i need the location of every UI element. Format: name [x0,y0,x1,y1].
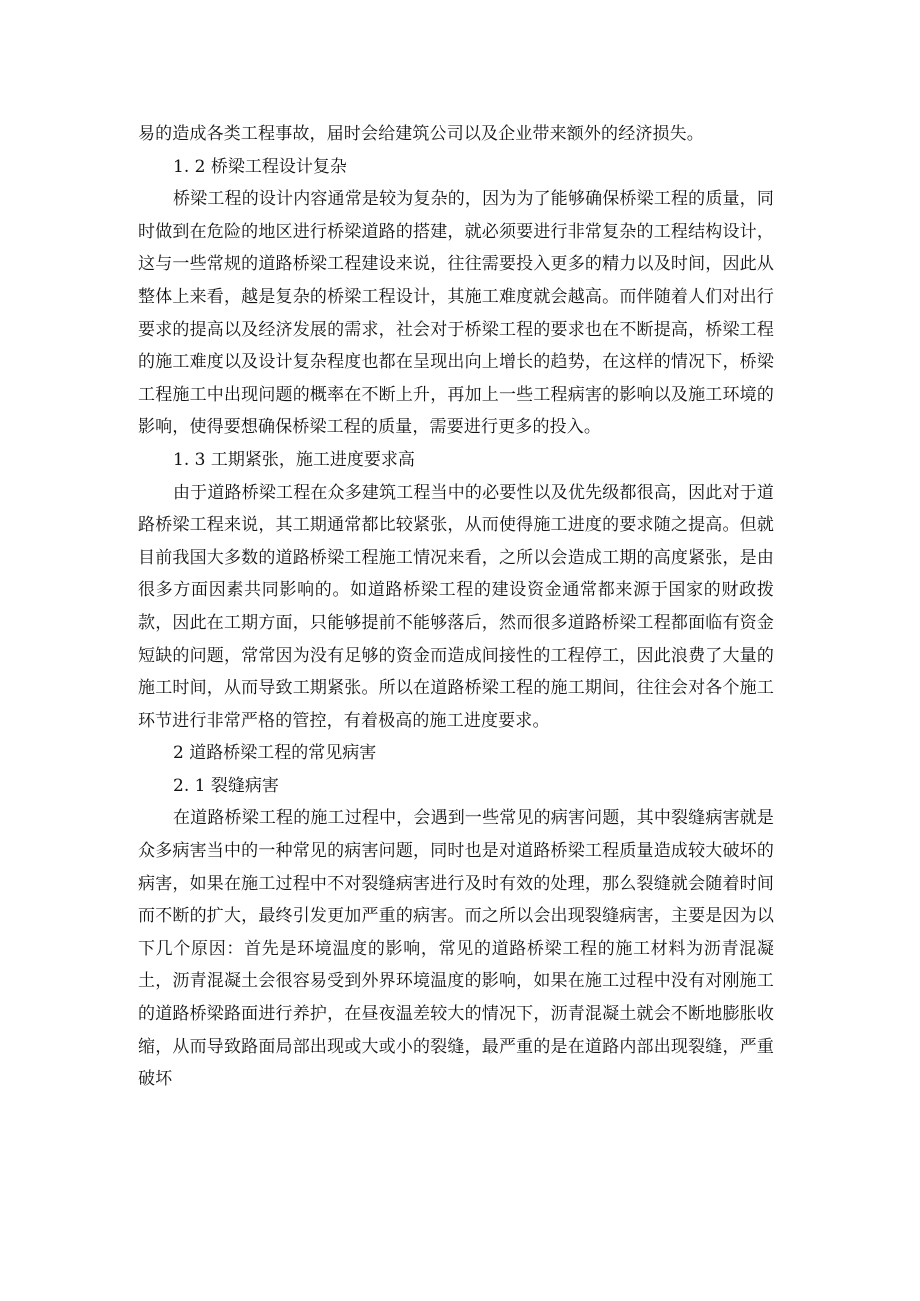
document-page [138,118,774,1096]
section-heading-2: 2 道路桥梁工程的常见病害 [173,743,377,764]
paragraph-bridge-design: 桥梁工程的设计内容通常是较为复杂的，因为为了能够确保桥梁工程的质量，同时做到在危险的地区进行桥梁道路的搭建，就必须要进行非常复杂的工程结构设计，这与一些常规的道路桥梁工程建设来说，往往需要投入更多的精力以及时间，因此从整体上来看，越是复杂的桥梁工程设计，其施工难度就会越高。而伴随着人们对出行要求的提高以及经济发展的需求，社会对于桥梁工程的要求也在不断提高，桥梁工程的施工难度以及设计复杂程度也都在呈现出向上增长的趋势，在这样的情况下，桥梁工程施工中出现问题的概率在不断上升，再加上一些工程病害的影响以及施工环境的影响，使得要想确保桥梁工程的质量，需要进行更多的投入。 [138,189,774,438]
section-heading-1-2: 1. 2 桥梁工程设计复杂 [173,156,347,177]
paragraph-schedule: 由于道路桥梁工程在众多建筑工程当中的必要性以及优先级都很高，因此对于道路桥梁工程来说，其工期通常都比较紧张，从而使得施工进度的要求随之提高。但就目前我国大多数的道路桥梁工程施工情况来看，之所以会造成工期的高度紧张，是由很多方面因素共同影响的。如道路桥梁工程的建设资金通常都来源于国家的财政拨款，因此在工期方面，只能够提前不能够落后，然而很多道路桥梁工程都面临有资金短缺的问题，常常因为没有足够的资金而造成间接性的工程停工，因此浪费了大量的施工时间，从而导致工期紧张。所以在道路桥梁工程的施工期间，往往会对各个施工环节进行非常严格的管控，有着极高的施工进度要求。 [138,482,774,731]
section-heading-2-1: 2. 1 裂缝病害 [173,775,279,796]
paragraph-continuation: 易的造成各类工程事故，届时会给建筑公司以及企业带来额外的经济损失。 [138,124,704,144]
section-heading-1-3: 1. 3 工期紧张，施工进度要求高 [173,449,415,470]
paragraph-crack-defects: 在道路桥梁工程的施工过程中，会遇到一些常见的病害问题，其中裂缝病害就是众多病害当中的一种常见的病害问题，同时也是对道路桥梁工程质量造成较大破坏的病害，如果在施工过程中不对裂缝病害进行及时有效的处理，那么裂缝就会随着时间而不断的扩大，最终引发更加严重的病害。而之所以会出现裂缝病害，主要是因为以下几个原因：首先是环境温度的影响，常见的道路桥梁工程的施工材料为沥青混凝土，沥青混凝土会很容易受到外界环境温度的影响，如果在施工过程中没有对刚施工的道路桥梁路面进行养护，在昼夜温差较大的情况下，沥青混凝土就会不断地膨胀收缩，从而导致路面局部出现或大或小的裂缝，最严重的是在道路内部出现裂缝，严重破坏 [138,808,774,1090]
